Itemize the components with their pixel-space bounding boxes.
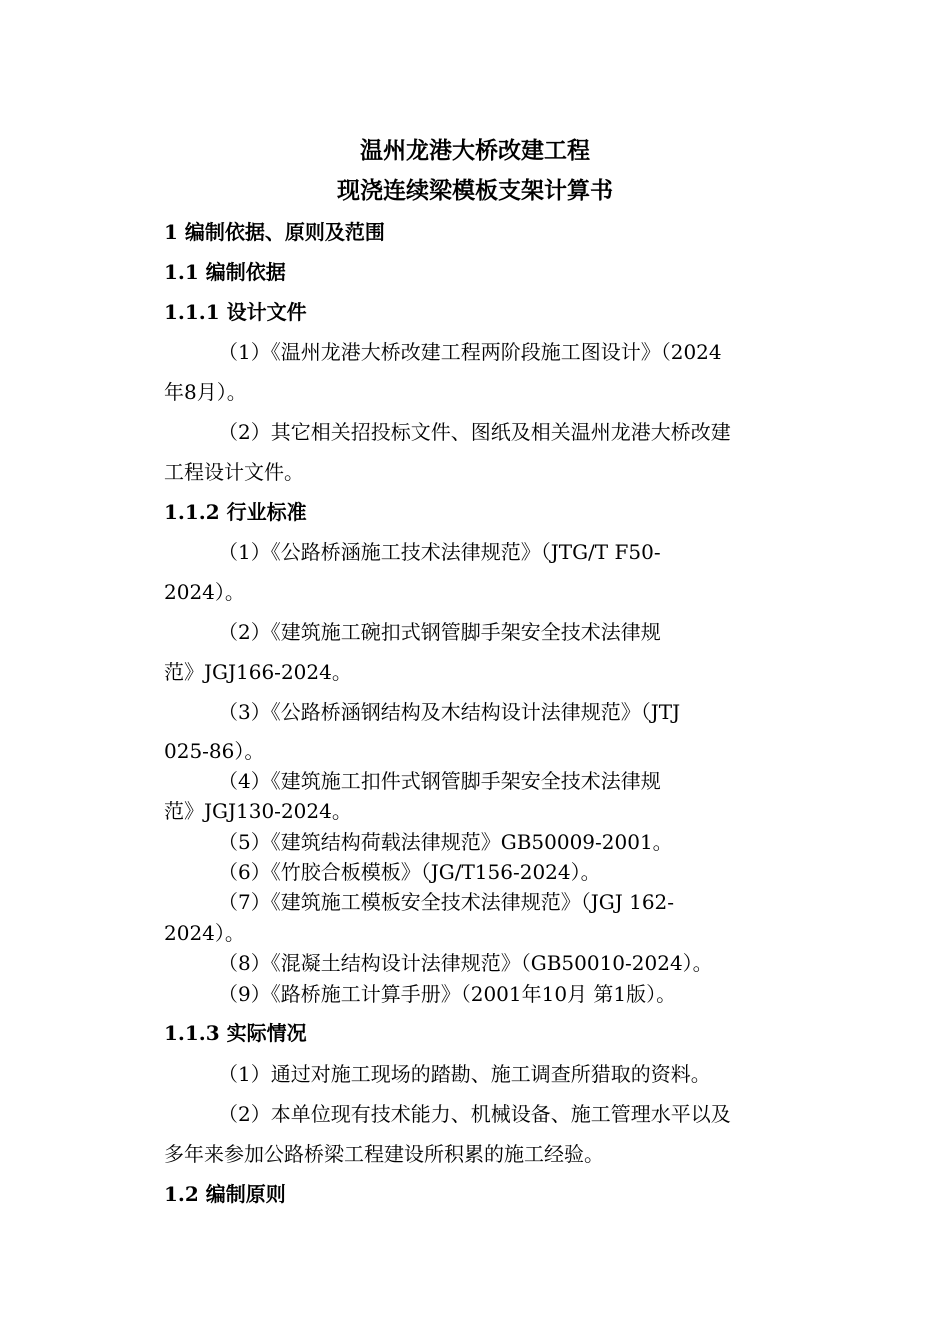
section-heading-1: 1 编制依据、原则及范围	[164, 220, 385, 244]
standard-item-1-line2: 2024）。	[164, 580, 245, 604]
document-title-line1: 温州龙港大桥改建工程	[360, 137, 590, 164]
standard-item-7-line1: （7）《建筑施工模板安全技术法律规范》（JGJ 162-	[218, 890, 675, 914]
document-title-line2: 现浇连续梁模板支架计算书	[337, 177, 613, 204]
section-heading-1-2: 1.2 编制原则	[164, 1182, 286, 1206]
standard-item-7-line2: 2024）。	[164, 921, 245, 945]
standard-item-3-line1: （3）《公路桥涵钢结构及木结构设计法律规范》（JTJ	[218, 700, 681, 724]
standard-item-9: （9）《路桥施工计算手册》（2001年10月 第1版）。	[218, 982, 677, 1006]
design-file-item-1-line2: 年8月）。	[164, 380, 247, 404]
actual-item-1: （1）通过对施工现场的踏勘、施工调查所猎取的资料。	[218, 1062, 711, 1086]
design-file-item-1-line1: （1）《温州龙港大桥改建工程两阶段施工图设计》（2024	[218, 340, 722, 364]
actual-item-2-line1: （2）本单位现有技术能力、机械设备、施工管理水平以及	[218, 1102, 731, 1126]
standard-item-6: （6）《竹胶合板模板》（JG/T156-2024）。	[218, 860, 601, 884]
standard-item-2-line1: （2）《建筑施工碗扣式钢管脚手架安全技术法律规	[218, 620, 661, 644]
section-heading-1-1-3: 1.1.3 实际情况	[164, 1021, 307, 1045]
actual-item-2-line2: 多年来参加公路桥梁工程建设所积累的施工经验。	[164, 1142, 604, 1166]
design-file-item-2-line1: （2）其它相关招投标文件、图纸及相关温州龙港大桥改建	[218, 420, 731, 444]
standard-item-3-line2: 025-86）。	[164, 739, 265, 763]
standard-item-8: （8）《混凝土结构设计法律规范》（GB50010-2024）。	[218, 951, 713, 975]
section-heading-1-1-2: 1.1.2 行业标准	[164, 500, 307, 524]
standard-item-5: （5）《建筑结构荷载法律规范》GB50009-2001。	[218, 830, 673, 854]
standard-item-2-line2: 范》JGJ166-2024。	[164, 660, 352, 684]
standard-item-4-line1: （4）《建筑施工扣件式钢管脚手架安全技术法律规	[218, 769, 661, 793]
standard-item-1-line1: （1）《公路桥涵施工技术法律规范》（JTG/T F50-	[218, 540, 661, 564]
section-heading-1-1: 1.1 编制依据	[164, 260, 286, 284]
design-file-item-2-line2: 工程设计文件。	[164, 460, 304, 484]
section-heading-1-1-1: 1.1.1 设计文件	[164, 300, 307, 324]
standard-item-4-line2: 范》JGJ130-2024。	[164, 799, 352, 823]
